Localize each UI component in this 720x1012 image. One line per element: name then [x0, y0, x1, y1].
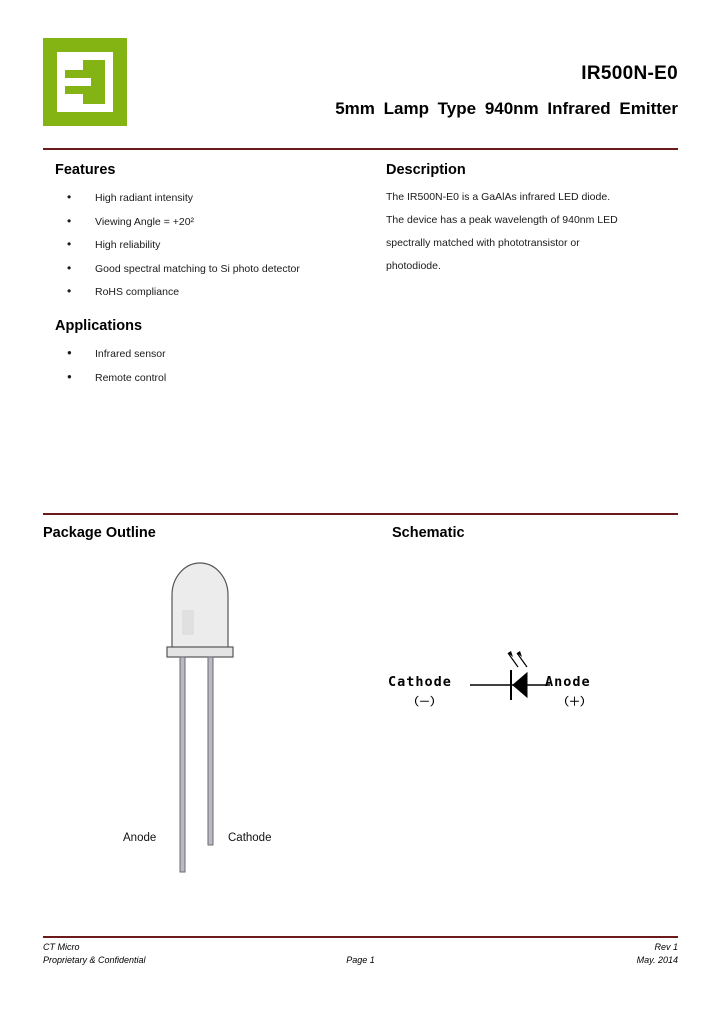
list-item: • High radiant intensity	[55, 192, 385, 205]
schematic-sign-cathode: （－）	[408, 695, 441, 708]
description-heading: Description	[386, 162, 466, 178]
footer-page-number: Page 1	[346, 955, 375, 965]
package-label-cathode: Cathode	[228, 832, 272, 844]
divider-bottom	[43, 936, 678, 938]
features-heading: Features	[55, 162, 116, 178]
features-list	[55, 192, 385, 299]
list-item: ● Infrared sensor	[55, 348, 385, 361]
divider-middle	[43, 513, 678, 515]
page-header	[43, 38, 678, 130]
list-item: • High reliability	[55, 239, 385, 252]
applications-heading: Applications	[55, 318, 143, 334]
footer-date: May. 2014	[636, 955, 678, 966]
description-paragraph: The device has a peak wavelength of 940nm LED	[386, 214, 618, 227]
divider-top	[43, 148, 678, 150]
description-paragraph: The IR500N-E0 is a GaAlAs infrared LED diode.	[386, 191, 611, 203]
footer-revision: Rev 1	[654, 942, 678, 952]
schematic-label-cathode: Cathode	[388, 674, 452, 690]
schematic-heading: Schematic	[392, 525, 465, 541]
footer-company: CT Micro	[43, 942, 80, 952]
list-item: • RoHS compliance	[55, 286, 385, 299]
features-section	[55, 162, 385, 310]
title-block	[158, 38, 678, 119]
logo-glyph	[43, 38, 127, 126]
description-body	[386, 191, 678, 274]
page-title: IR500N-E0	[581, 63, 678, 84]
footer-right	[637, 941, 678, 967]
page-subtitle: 5mm Lamp Type 940nm Infrared Emitter	[335, 98, 678, 118]
schematic-label-anode: Anode	[545, 674, 591, 690]
applications-list	[55, 348, 385, 384]
package-outline-heading: Package Outline	[43, 525, 156, 541]
footer-confidential: Proprietary & Confidential	[43, 955, 146, 966]
applications-section	[55, 318, 385, 395]
company-logo	[43, 38, 127, 126]
list-item: • Viewing Angle = +20²	[55, 216, 385, 229]
package-label-anode: Anode	[123, 832, 157, 844]
description-paragraph: photodiode.	[386, 260, 441, 273]
schematic-sign-anode: （＋）	[558, 695, 591, 708]
list-item: ● Remote control	[55, 372, 385, 385]
list-item: • Good spectral matching to Si photo detector	[55, 263, 385, 276]
description-paragraph: spectrally matched with phototransistor or	[386, 237, 580, 250]
description-section	[386, 162, 678, 284]
